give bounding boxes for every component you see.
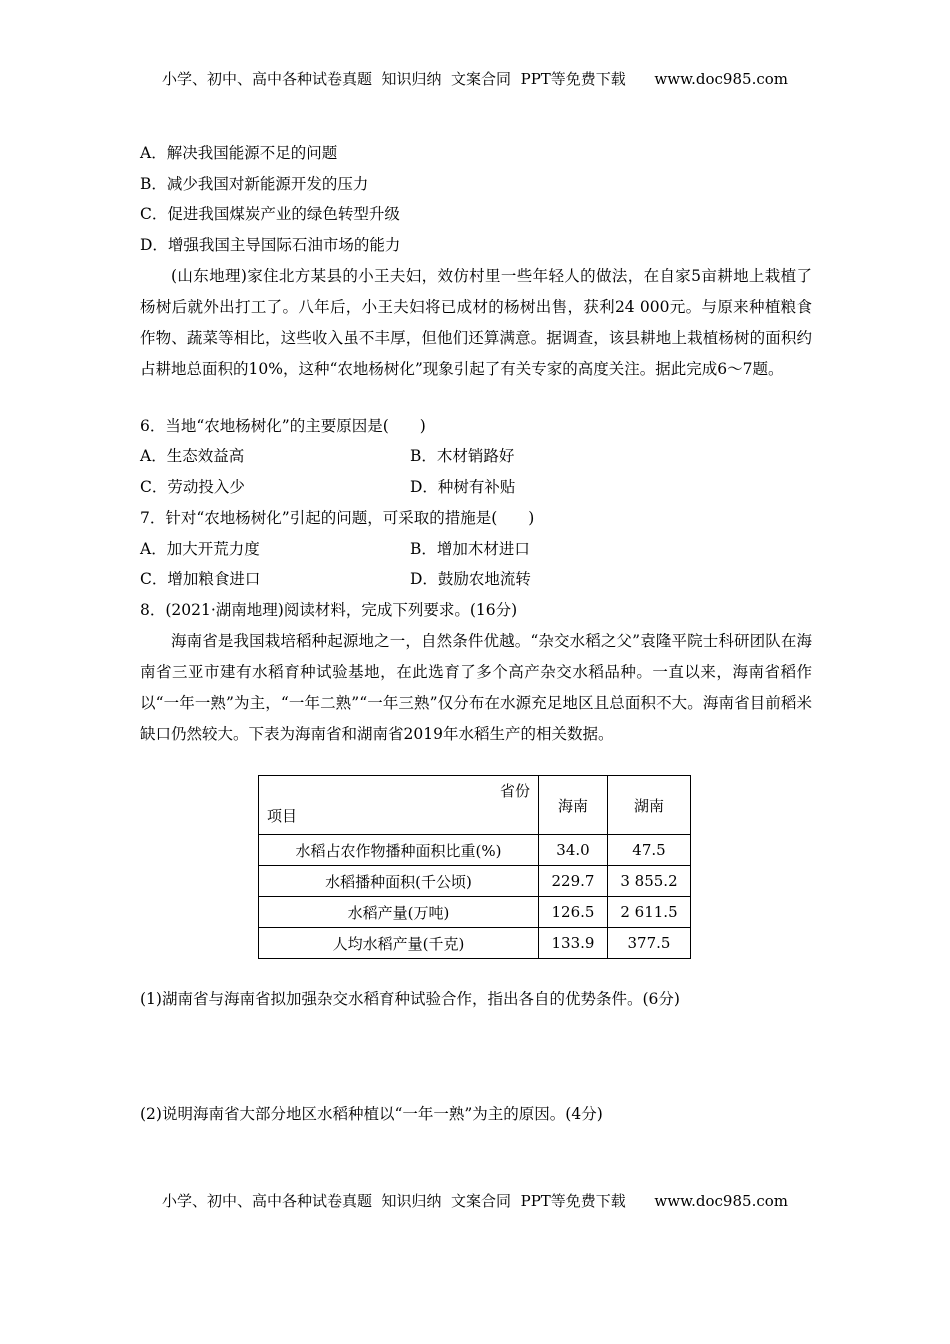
q7-option-b: B．增加木材进口 [410,540,530,558]
passage-shandong: (山东地理)家住北方某县的小王夫妇，效仿村里一些年轻人的做法，在自家5亩耕地上栽植了杨树后就外出打工了。八年后，小王夫妇将已成材的杨树出售，获利24 000元。与原来种植粮食作物、蔬菜等相比，这些收入虽不丰厚，但他们还算满意。据调查，该县耕地上栽植杨树的面积约占耕地总面积的10%，这种“农地杨树化”现象引起了有关专家的高度关注。据此完成6～7题。 [140,267,812,378]
table-row [259,866,691,897]
q8-part1: (1)湖南省与海南省拟加强杂交水稻育种试验合作，指出各自的优势条件。(6分) [140,990,680,1008]
row-hainan: 126.5 [539,897,608,928]
q6-option-d: D．种树有补贴 [410,478,516,496]
rice-data-table [258,775,691,959]
row-item: 人均水稻产量(千克) [259,928,539,959]
q5-option-b: B．减少我国对新能源开发的压力 [140,175,369,193]
row-hainan: 34.0 [539,835,608,866]
q6-option-c: C．劳动投入少 [140,478,245,496]
q6-stem: 6．当地“农地杨树化”的主要原因是( ) [140,417,426,435]
q6-option-a: A．生态效益高 [140,447,245,465]
passage-hainan: 海南省是我国栽培稻种起源地之一，自然条件优越。“杂交水稻之父”袁隆平院士科研团队在海南省三亚市建有水稻育种试验基地，在此选育了多个高产杂交水稻品种。一直以来，海南省稻作以“一年一熟”为主，“一年二熟”“一年三熟”仅分布在水源充足地区且总面积不大。海南省目前稻米缺口仍然较大。下表为海南省和湖南省2019年水稻生产的相关数据。 [140,632,812,743]
header-hainan: 海南 [539,776,608,835]
q5-option-c: C．促进我国煤炭产业的绿色转型升级 [140,205,400,223]
row-item: 水稻产量(万吨) [259,897,539,928]
q5-option-d: D．增强我国主导国际石油市场的能力 [140,236,401,254]
table-row [259,835,691,866]
table-row [259,897,691,928]
q5-option-a: A．解决我国能源不足的问题 [140,144,338,162]
q8-stem: 8．(2021·湖南地理)阅读材料，完成下列要求。(16分) [140,601,518,619]
row-hunan: 2 611.5 [608,897,691,928]
table-header-row [259,776,691,835]
row-hainan: 133.9 [539,928,608,959]
q7-stem: 7．针对“农地杨树化”引起的问题，可采取的措施是( ) [140,509,535,527]
header-item: 项目 [267,807,298,825]
table-row [259,928,691,959]
row-hunan: 377.5 [608,928,691,959]
row-hunan: 3 855.2 [608,866,691,897]
row-item: 水稻播种面积(千公顷) [259,866,539,897]
q6-option-b: B．木材销路好 [410,447,515,465]
header-hunan: 湖南 [608,776,691,835]
row-hainan: 229.7 [539,866,608,897]
page-header: 小学、初中、高中各种试卷真题 知识归纳 文案合同 PPT等免费下载 www.doc985.com [161,70,788,88]
q7-option-d: D．鼓励农地流转 [410,570,531,588]
row-hunan: 47.5 [608,835,691,866]
table-corner-header [259,776,539,835]
q7-option-c: C．增加粮食进口 [140,570,261,588]
page-footer: 小学、初中、高中各种试卷真题 知识归纳 文案合同 PPT等免费下载 www.doc985.com [161,1192,788,1210]
q7-option-a: A．加大开荒力度 [140,540,260,558]
header-province: 省份 [499,782,530,800]
row-item: 水稻占农作物播种面积比重(%) [259,835,539,866]
q8-part2: (2)说明海南省大部分地区水稻种植以“一年一熟”为主的原因。(4分) [140,1105,603,1123]
